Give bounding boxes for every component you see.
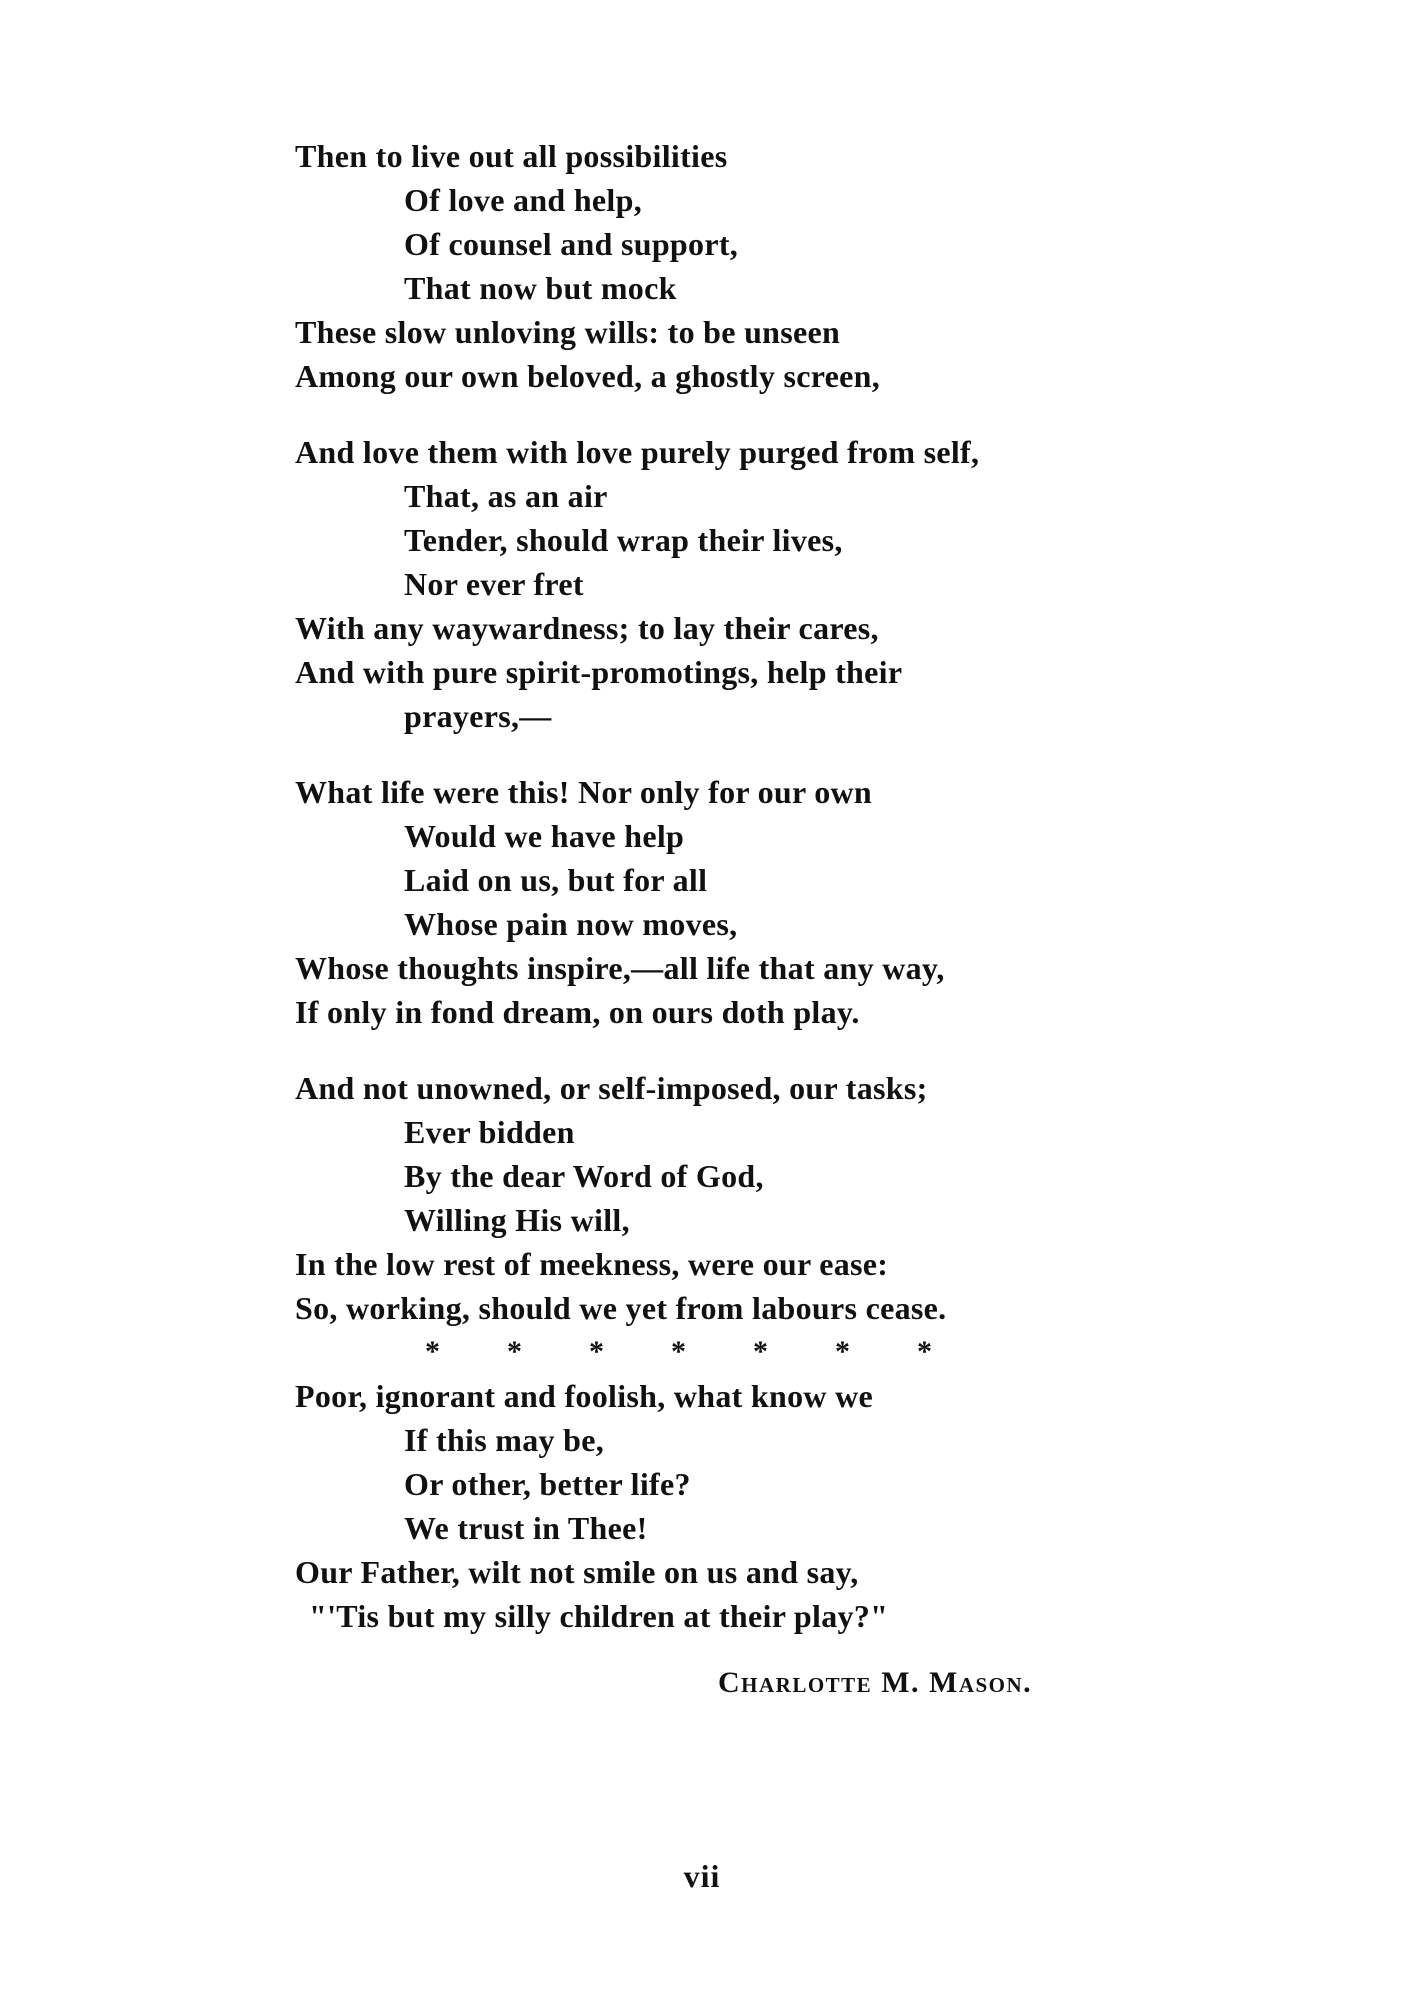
poem-line: In the low rest of meekness, were our ease: bbox=[295, 1246, 889, 1282]
poem-line: What life were this! Nor only for our own bbox=[295, 774, 873, 810]
poem-line: Among our own beloved, a ghostly screen, bbox=[295, 358, 881, 394]
asterisk: * bbox=[671, 1335, 686, 1368]
poem-line: prayers,— bbox=[404, 698, 552, 734]
asterisk: * bbox=[425, 1335, 440, 1368]
poem-line: Then to live out all possibilities bbox=[295, 138, 728, 174]
poem-line: With any waywardness; to lay their cares, bbox=[295, 610, 879, 646]
poem-line: And with pure spirit-promotings, help their bbox=[295, 654, 903, 690]
stanza-5 bbox=[295, 1374, 1175, 1638]
asterisk: * bbox=[753, 1335, 768, 1368]
author-signature: Charlotte M. Mason. bbox=[718, 1666, 1033, 1699]
stanza-2 bbox=[295, 430, 1175, 738]
page-number: vii bbox=[683, 1858, 721, 1894]
poem-line: Our Father, wilt not smile on us and say, bbox=[295, 1554, 859, 1590]
poem-line: Ever bidden bbox=[404, 1114, 575, 1150]
stanza-3 bbox=[295, 770, 1175, 1034]
poem-line: And not unowned, or self-imposed, our tasks; bbox=[295, 1070, 928, 1106]
poem-line: If only in fond dream, on ours doth play. bbox=[295, 994, 860, 1030]
poem-line: Poor, ignorant and foolish, what know we bbox=[295, 1378, 874, 1414]
poem-line: And love them with love purely purged from self, bbox=[295, 434, 980, 470]
poem-line: "'Tis but my silly children at their play?" bbox=[309, 1598, 889, 1634]
asterisk: * bbox=[507, 1335, 522, 1368]
asterisk: * bbox=[835, 1335, 850, 1368]
stanza-1 bbox=[295, 134, 1175, 398]
poem-line: By the dear Word of God, bbox=[404, 1158, 764, 1194]
asterisk-separator bbox=[295, 1330, 1175, 1374]
poem-line: Willing His will, bbox=[404, 1202, 630, 1238]
poem-line: Nor ever fret bbox=[404, 566, 584, 602]
poem-line: If this may be, bbox=[404, 1422, 605, 1458]
poem-line: That, as an air bbox=[404, 478, 608, 514]
asterisk: * bbox=[917, 1335, 932, 1368]
poem-line: We trust in Thee! bbox=[404, 1510, 648, 1546]
asterisk: * bbox=[589, 1335, 604, 1368]
poem-line: Tender, should wrap their lives, bbox=[404, 522, 843, 558]
poem-line: Whose pain now moves, bbox=[404, 906, 738, 942]
stanza-4 bbox=[295, 1066, 1175, 1330]
poem-line: These slow unloving wills: to be unseen bbox=[295, 314, 841, 350]
poem-line: Whose thoughts inspire,—all life that any way, bbox=[295, 950, 945, 986]
poem bbox=[295, 134, 1175, 1638]
poem-line: Of love and help, bbox=[404, 182, 643, 218]
poem-line: So, working, should we yet from labours cease. bbox=[295, 1290, 947, 1326]
poem-line: That now but mock bbox=[404, 270, 677, 306]
poem-line: Or other, better life? bbox=[404, 1466, 691, 1502]
poem-line: Laid on us, but for all bbox=[404, 862, 708, 898]
poem-line: Of counsel and support, bbox=[404, 226, 739, 262]
poem-line: Would we have help bbox=[404, 818, 685, 854]
